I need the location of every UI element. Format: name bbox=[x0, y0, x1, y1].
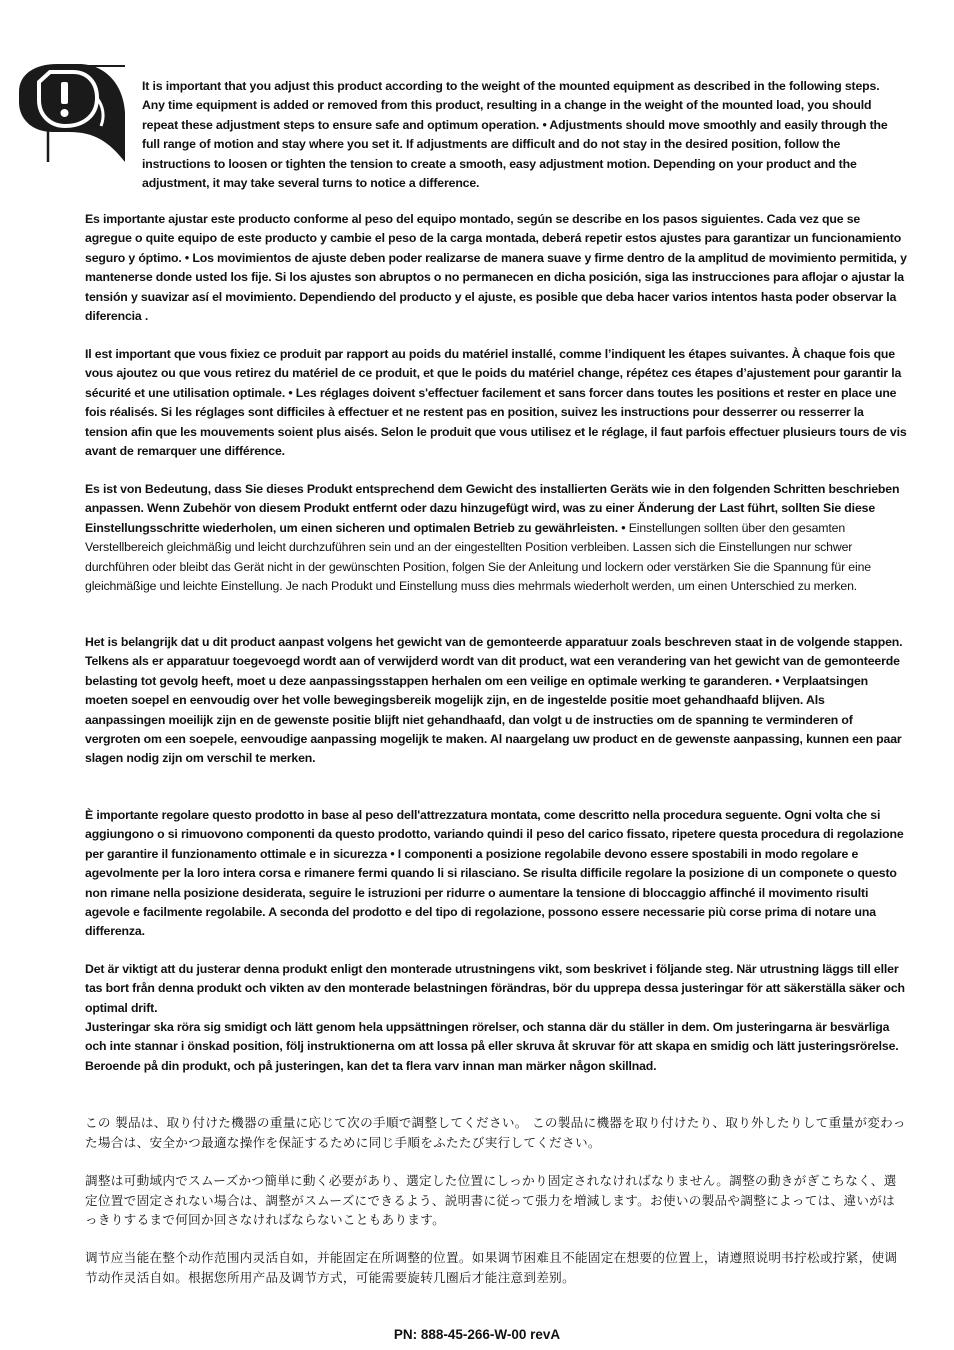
part-number: PN: 888-45-266-W-00 revA bbox=[393, 1327, 561, 1342]
paragraph-german bbox=[85, 480, 907, 596]
paragraph-japanese-2: 調整は可動域内でスムーズかつ簡単に動く必要があり、選定した位置にしっかり固定されなければなりません。調整の動きがぎこちなく、選定位置で固定されない場合は、調整がスムーズにできるよう、説明書に従って張力を増減します。お使いの製品や調整によっては、違いがはっきりするまで何回か回さなければならないこともあります。 bbox=[85, 1173, 897, 1228]
paragraph-spanish: Es importante ajustar este producto conforme al peso del equipo montado, según se describe en los pasos siguientes. Cada vez que se agregue o quite equipo de este producto y cambie el peso de la carga montada, deberá repetir estos ajustes para garantizar un funcionamiento seguro y óptimo. • Los movimientos de ajuste deben poder realizarse de manera suave y firme dentro de la amplitud de movimiento permitida, y mantenerse donde usted los fije. Si los ajustes son abruptos o no permanecen en dicha posición, siga las instrucciones para aflojar o ajustar la tensión y suavizar así el movimiento. Dependiendo del producto y el ajuste, es posible que deba hacer varios intentos hasta poder observar la diferencia . bbox=[85, 212, 907, 324]
paragraph-dutch: Het is belangrijk dat u dit product aanpast volgens het gewicht van de gemonteerde apparatuur zoals beschreven staat in de volgende stappen. Telkens als er apparatuur toegevoegd wordt aan of verwijderd wordt van dit product, wat een verandering van het gewicht van de gemonteerde belasting tot gevolg heeft, moet u deze aanpassingsstappen herhalen om een veilige en optimale werking te garanderen. • Verplaatsingen moeten soepel en eenvoudig over het volle bewegingsbereik mogelijk zijn, en de ingestelde positie moet gehandhaafd blijven. Als aanpassingen moeilijk zijn en de gewenste positie blijft niet gehandhaafd, dan volgt u de instructies om de spanning te verminderen of vergroten om een soepele, eenvoudige aanpassing mogelijk te maken. Al naargelang uw product en de gewenste aanpassing, kunnen een paar slagen nodig zijn om verschil te merken. bbox=[85, 635, 903, 766]
paragraph-chinese: 调节应当能在整个动作范围内灵活自如，并能固定在所调整的位置。如果调节困难且不能固定在想要的位置上，请遵照说明书拧松或拧紧，使调节动作灵活自如。根据您所用产品及调节方式，可能需要旋转几圈后才能注意到差别。 bbox=[85, 1250, 898, 1285]
paragraph-italian: È importante regolare questo prodotto in base al peso dell'attrezzatura montata, come descritto nella procedura seguente. Ogni volta che si aggiungono o si rimuovono componenti da questo prodotto, variando quindi il peso del carico fissato, ripetere questa procedura di regolazione per garantire il funzionamento ottimale e in sicurezza • I componenti a posizione regolabile devono essere spostabili in modo regolare e agevolmente per la loro intera corsa e rimanere fermi quando li si rilasciano. Se risulta difficile regolare la posizione di un componete o questo non rimane nella posizione desiderata, seguire le istruzioni per ridurre o aumentare la tensione di bloccaggio affinché il movimento risulti agevole e facilmente regolabile. A seconda del prodotto e del tipo di regolazione, possono essere necessarie più corse prima di notare una differenza. bbox=[85, 808, 904, 939]
paragraph-swedish-2: Justeringar ska röra sig smidigt och lätt genom hela uppsättningen rörelser, och stanna där du ställer in dem. Om justeringarna är besvärliga och inte stannar i önskad position, följ instruktionerna om att lossa på eller skruva åt skruvar för att skapa en smidig och lätt justeringsrörelse. Beroende på din produkt, och på justeringen, kan det ta flera varv innan man märker någon skillnad. bbox=[85, 1020, 899, 1073]
paragraph-japanese-1: この 製品は、取り付けた機器の重量に応じて次の手順で調整してください。 この製品に機器を取り付けたり、取り外したりして重量が変わった場合は、安全かつ最適な操作を保証するために同じ手順をふたたび実行してください。 bbox=[85, 1115, 906, 1150]
paragraph-french: Il est important que vous fixiez ce produit par rapport au poids du matériel installé, comme l’indiquent les étapes suivantes. À chaque fois que vous ajoutez ou que vous retirez du matériel de ce produit, et que le poids du matériel change, répétez ces étapes d’ajustement pour garantir la sécurité et une utilisation optimale. • Les réglages doivent s'effectuer facilement et sans forcer dans toutes les positions et rester en place une fois réalisés. Si les réglages sont difficiles à effectuer et ne restent pas en position, suivez les instructions pour desserrer ou resserrer la tension afin que les mouvements soient plus aisés. Selon le produit que vous utilisez et le réglage, il faut parfois effectuer plusieurs tours de vis avant de remarquer une différence. bbox=[85, 347, 907, 459]
caution-exclamation-icon bbox=[17, 62, 129, 166]
paragraph-german-regular: Einstellungen sollten über den gesamten Verstellbereich gleichmäßig und leicht durchzuführen sein und an der eingestellten Position verbleiben. Lassen sich die Einstellungen nur schwer durchführen oder bleibt das Gerät nicht in der gewünschten Position, folgen Sie der Anleitung und lockern oder verstärken Sie die Spannung für eine gleichmäßige und leichte Einstellung. Je nach Produkt und Einstellung muss dies mehrmals wiederholt werden, um einen Unterschied zu merken. bbox=[85, 520, 871, 594]
paragraph-german-bold: Es ist von Bedeutung, dass Sie dieses Produkt entsprechend dem Gewicht des installierten Geräts wie in den folgenden Schritten beschrieben anpassen. Wenn Zubehör von diesem Produkt entfernt oder dazu hinzugefügt wird, was zu einer Änderung der Last führt, sollten Sie diese Einstellungsschritte wiederholen, um einen sicheren und optimalen Betrieb zu gewährleisten. • bbox=[85, 482, 900, 535]
paragraph-swedish-1: Det är viktigt att du justerar denna produkt enligt den monterade utrustningens vikt, som beskrivet i följande steg. När utrustning läggs till eller tas bort från denna produkt och vikten av den monterade belastningen förändras, bör du upprepa dessa justeringar för att säkerställa säker och optimal drift. bbox=[85, 962, 905, 1015]
paragraph-english: It is important that you adjust this product according to the weight of the mounted equipment as described in the following steps. Any time equipment is added or removed from this product, resulting in a change in the weight of the mounted load, you should repeat these adjustment steps to ensure safe and optimum operation. • Adjustments should move smoothly and easily through the full range of motion and stay where you set it. If adjustments are difficult and do not stay in the desired position, follow the instructions to loosen or tighten the tension to create a smooth, easy adjustment motion. Depending on your product and the adjustment, it may take several turns to notice a difference. bbox=[142, 79, 888, 191]
